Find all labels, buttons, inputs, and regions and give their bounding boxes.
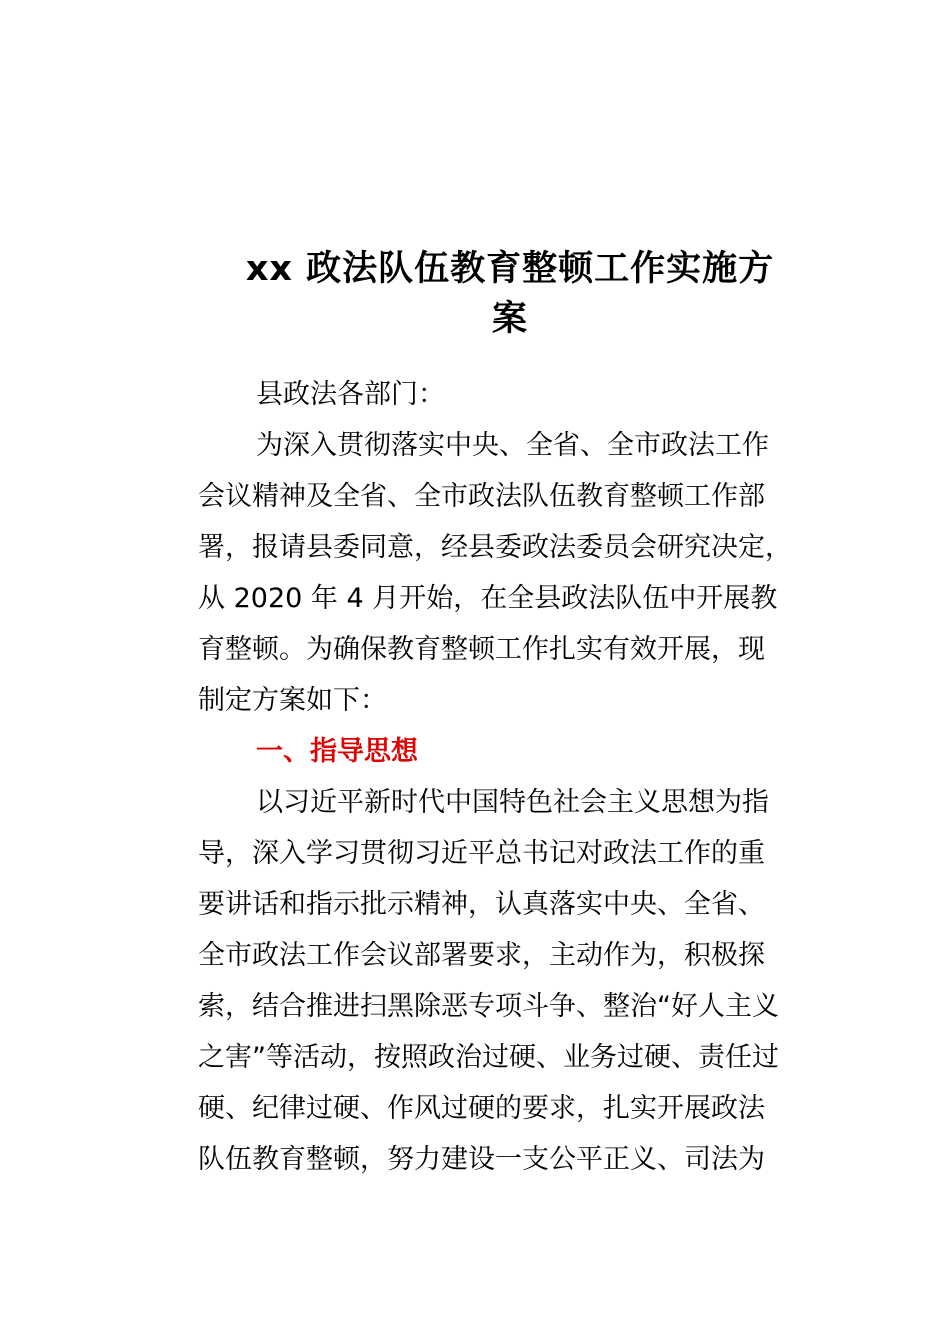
section1-line-4: 全市政法工作会议部署要求，主动作为，积极探 bbox=[198, 940, 765, 971]
document-title bbox=[200, 244, 820, 344]
section1-line-8: 队伍教育整顿，努力建设一支公平正义、司法为 bbox=[198, 1144, 765, 1175]
document-body bbox=[198, 369, 828, 1185]
section1-line-6: 之害”等活动，按照政治过硬、业务过硬、责任过 bbox=[198, 1042, 779, 1073]
section1-line-5: 索，结合推进扫黑除恶专项斗争、整治“好人主义 bbox=[198, 991, 779, 1022]
intro-line-1: 为深入贯彻落实中央、全省、全市政法工作 bbox=[256, 430, 769, 461]
intro-line-2: 会议精神及全省、全市政法队伍教育整顿工作部 bbox=[198, 481, 765, 512]
section1-line-1: 以习近平新时代中国特色社会主义思想为指 bbox=[256, 787, 769, 818]
intro-line-6: 制定方案如下： bbox=[198, 685, 387, 716]
section1-line-2: 导，深入学习贯彻习近平总书记对政法工作的重 bbox=[198, 838, 765, 869]
title-line-2: 案 bbox=[491, 299, 528, 339]
salutation: 县政法各部门： bbox=[256, 379, 445, 410]
title-line-1: xx 政法队伍教育整顿工作实施方 bbox=[245, 249, 775, 289]
intro-line-4: 从 2020 年 4 月开始，在全县政法队伍中开展教 bbox=[198, 583, 778, 614]
intro-line-3: 署，报请县委同意，经县委政法委员会研究决定， bbox=[198, 532, 792, 563]
section-heading-guiding-thought: 一、指导思想 bbox=[256, 736, 418, 767]
section1-line-3: 要讲话和指示批示精神，认真落实中央、全省、 bbox=[198, 889, 765, 920]
section1-line-7: 硬、纪律过硬、作风过硬的要求，扎实开展政法 bbox=[198, 1093, 765, 1124]
intro-line-5: 育整顿。为确保教育整顿工作扎实有效开展，现 bbox=[198, 634, 765, 665]
